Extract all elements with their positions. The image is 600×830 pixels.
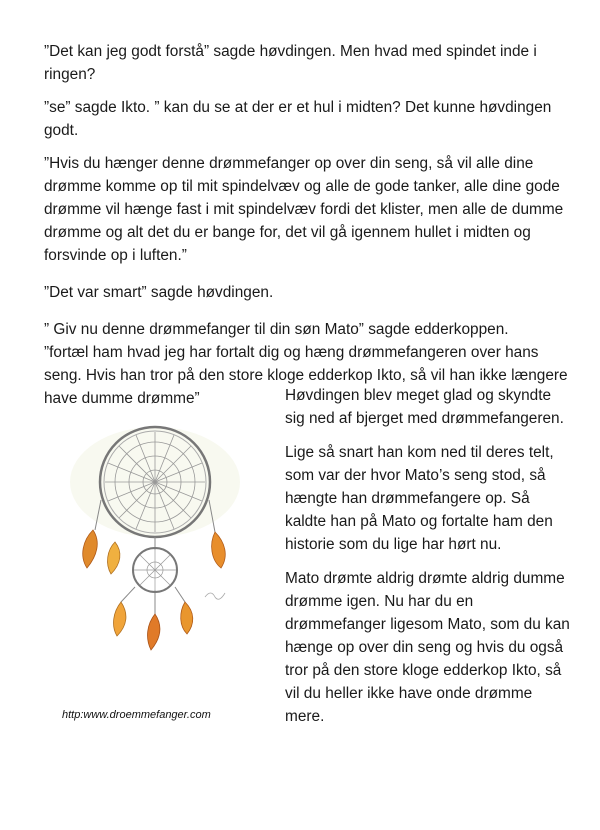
dreamcatcher-drawing — [55, 422, 255, 662]
paragraph-4: ”Det var smart” sagde høvdingen. — [44, 284, 274, 301]
story-side-text — [285, 384, 575, 739]
paragraph-3: ”Hvis du hænger denne drømmefanger op over din seng, så vil alle dine drømme komme op til mit spindelvæv og alle de gode tanker, alle dine gode drømme vil hænge fast i mit spindelvæv fordi det klister, men alle de dumme drømme og alt det du er bange for, det vil gå igennem hullet i midten og forsvinde op i luften.” — [44, 155, 564, 264]
side-paragraph-3: Mato drømte aldrig drømte aldrig dumme drømme igen. Nu har du en drømmefanger ligesom Mato, som du kan hænge op over din seng og hvis du også tror på den store kloge edderkop Ikto, så vil du heller ikke have onde drømme mere. — [285, 570, 570, 725]
paragraph-1: ”Det kan jeg godt forstå” sagde høvdingen. Men hvad med spindet inde i ringen? — [44, 43, 537, 83]
story-text — [44, 40, 568, 420]
dreamcatcher-icon — [55, 422, 255, 662]
side-paragraph-2: Lige så snart han kom ned til deres telt, som var der hvor Mato’s seng stod, så hængte han drømmefangere op. Så kaldte han på Mato og fortalte ham den historie som du lige har hørt nu. — [285, 444, 554, 553]
paragraph-2: ”se” sagde Ikto. ” kan du se at der er et hul i midten? Det kunne høvdingen godt. — [44, 99, 552, 139]
paragraph-5: ” Giv nu denne drømmefanger til din søn Mato” sagde edderkoppen. — [44, 321, 509, 338]
side-paragraph-1: Høvdingen blev meget glad og skyndte sig ned af bjerget med drømmefangeren. — [285, 387, 564, 427]
image-caption: http:www.droemmefanger.com — [62, 709, 211, 721]
paragraph-6: ”fortæl ham hvad jeg har fortalt dig og hæng drømmefangeren over hans seng. Hvis han tror på den store kloge edderkop Ikto, så vil han ikke længere have dumme drømme” — [44, 344, 568, 407]
